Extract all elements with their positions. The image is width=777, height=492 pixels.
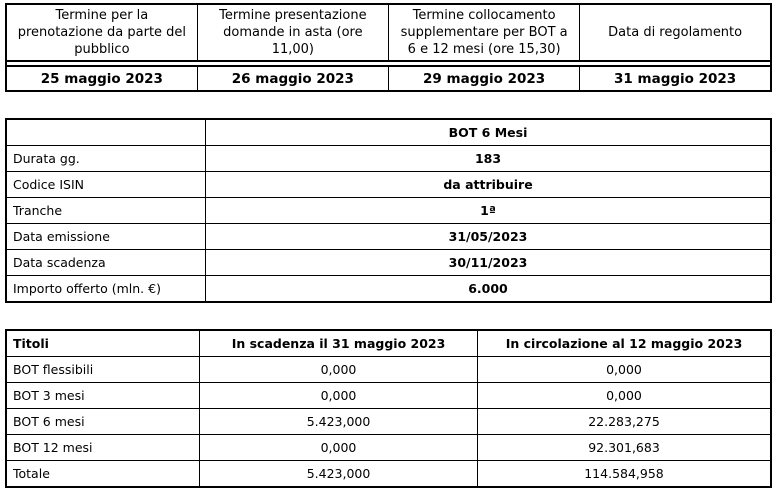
detail-value: 183 [206, 146, 772, 172]
titolo-name: BOT 12 mesi [6, 435, 200, 461]
titoli-table [5, 329, 772, 488]
titolo-circolazione: 0,000 [478, 383, 772, 409]
titolo-name: BOT flessibili [6, 357, 200, 383]
titolo-scadenza: 5.423,000 [200, 409, 478, 435]
detail-label: Codice ISIN [6, 172, 206, 198]
table-row [6, 435, 771, 461]
schedule-value: 31 maggio 2023 [580, 66, 771, 91]
detail-value: 6.000 [206, 276, 772, 303]
titolo-name: BOT 6 mesi [6, 409, 200, 435]
detail-label: Data scadenza [6, 250, 206, 276]
titolo-circolazione: 22.283,275 [478, 409, 772, 435]
titoli-header: Titoli [6, 330, 200, 357]
table-row [6, 409, 771, 435]
detail-value: 1ª [206, 198, 772, 224]
table-row [6, 250, 771, 276]
titolo-circolazione: 92.301,683 [478, 435, 772, 461]
schedule-table [5, 3, 772, 92]
bot-details-corner [6, 119, 206, 146]
table-row [6, 357, 771, 383]
schedule-header: Termine per la prenotazione da parte del pubblico [6, 4, 197, 61]
table-row [6, 172, 771, 198]
schedule-value: 25 maggio 2023 [6, 66, 197, 91]
schedule-value: 29 maggio 2023 [389, 66, 580, 91]
table-row [6, 461, 771, 488]
table-row [6, 198, 771, 224]
schedule-value: 26 maggio 2023 [197, 66, 388, 91]
bot-details-table [5, 118, 772, 303]
detail-value: 30/11/2023 [206, 250, 772, 276]
titolo-name: BOT 3 mesi [6, 383, 200, 409]
schedule-header: Data di regolamento [580, 4, 771, 61]
titoli-header: In circolazione al 12 maggio 2023 [478, 330, 772, 357]
detail-value: da attribuire [206, 172, 772, 198]
table-row [6, 224, 771, 250]
titoli-header: In scadenza il 31 maggio 2023 [200, 330, 478, 357]
detail-label: Importo offerto (mln. €) [6, 276, 206, 303]
detail-value: 31/05/2023 [206, 224, 772, 250]
titolo-name: Totale [6, 461, 200, 488]
table-row [6, 276, 771, 303]
titolo-circolazione: 0,000 [478, 357, 772, 383]
detail-label: Tranche [6, 198, 206, 224]
schedule-header: Termine presentazione domande in asta (ore 11,00) [197, 4, 388, 61]
titolo-scadenza: 0,000 [200, 357, 478, 383]
bot-details-column-title: BOT 6 Mesi [206, 119, 772, 146]
detail-label: Data emissione [6, 224, 206, 250]
table-row [6, 146, 771, 172]
titolo-scadenza: 0,000 [200, 435, 478, 461]
titolo-scadenza: 0,000 [200, 383, 478, 409]
titolo-scadenza: 5.423,000 [200, 461, 478, 488]
schedule-header: Termine collocamento supplementare per BOT a 6 e 12 mesi (ore 15,30) [389, 4, 580, 61]
detail-label: Durata gg. [6, 146, 206, 172]
table-row [6, 383, 771, 409]
titolo-circolazione: 114.584,958 [478, 461, 772, 488]
